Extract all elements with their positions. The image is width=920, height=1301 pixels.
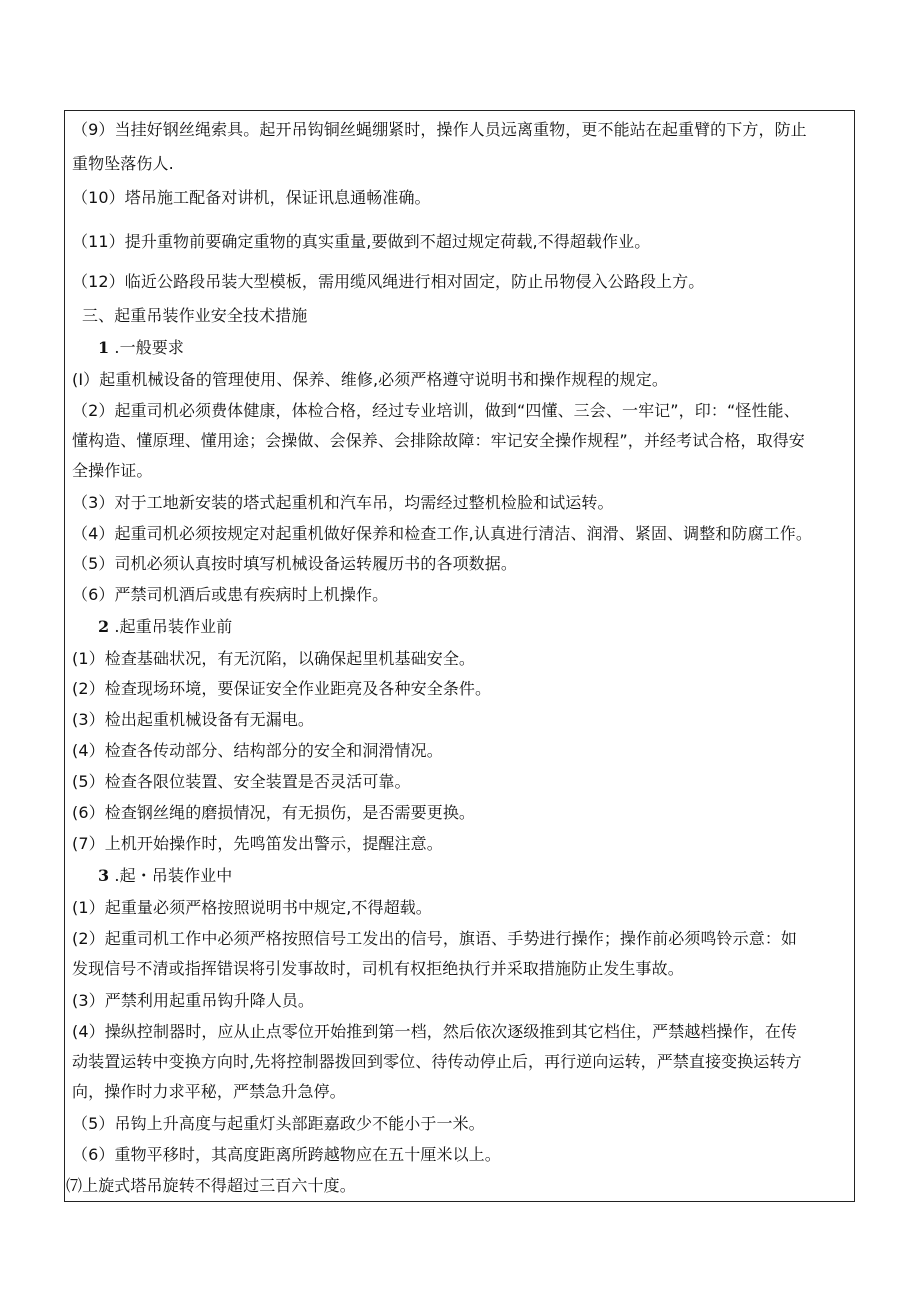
text-line: (7）上机开始操作时，先鸣笛发出警示，提醒注意。 (72, 834, 443, 853)
text-line: (2）检查现场环境，要保证安全作业距亮及各种安全条件。 (72, 679, 492, 698)
text-line: (2）起重司机工作中必须严格按照信号工发出的信号，旗语、手势进行操作；操作前必须鸣铃示意：如 (72, 929, 798, 948)
text-line: (4）操纵控制器时，应从止点零位开始推到第一档，然后依次逐级推到其它档住，严禁越档操作，在传 (72, 1022, 798, 1041)
text-line: 动装置运转中变换方向时,先将控制器拨回到零位、待传动停止后，再行逆向运转，严禁直接变换运转方 (72, 1052, 802, 1071)
subsection-number: 1 (98, 338, 110, 357)
text-line: （12）临近公路段吊装大型模板，需用缆风绳进行相对固定，防止吊物侵入公路段上方。 (72, 272, 705, 291)
text-line: (4）检查各传动部分、结构部分的安全和洞滑情况。 (72, 741, 443, 760)
subsection-number: 2 (98, 617, 110, 636)
text-line: （3）对于工地新安装的塔式起重机和汽车吊，均需经过整机检脸和试运转。 (72, 493, 614, 512)
text-line: 向，操作时力求平秘，严禁急升急停。 (72, 1082, 346, 1101)
text-line: （2）起重司机必须费体健康，体检合格，经过专业培训，做到“四懂、三会、一牢记”，印：“怪性能、 (72, 401, 800, 420)
text-line: （5）吊钩上升高度与起重灯头部距嘉政少不能小于一米。 (72, 1114, 485, 1133)
text-line: (3）检出起重机械设备有无漏电。 (72, 710, 315, 729)
subsection-title: .起重吊装作业前 (114, 617, 233, 636)
text-line: (5）检查各限位装置、安全装置是否灵活可靠。 (72, 772, 411, 791)
subsection-heading (98, 337, 184, 359)
text-line: (1）起重量必须严格按照说明书中规定,不得超载。 (72, 898, 432, 917)
text-line: (I）起重机械设备的管理使用、保养、维修,必须严格遵守说明书和操作规程的规定。 (72, 370, 668, 389)
text-line: (3）严禁利用起重吊钩升降人员。 (72, 991, 315, 1010)
text-line: 重物坠落伤人. (72, 154, 174, 173)
text-line: ⑺上旋式塔吊旋转不得超过三百六十度。 (66, 1176, 356, 1195)
section-heading: 三、起重吊装作业安全技术措施 (82, 306, 308, 325)
text-line: (6）检查钢丝绳的磨损情况，有无损伤，是否需要更换。 (72, 803, 476, 822)
text-line: （9）当挂好钢丝绳索具。起开吊钩铜丝蝇绷紧时，操作人员远离重物，更不能站在起重臂的下方，防止 (72, 120, 807, 139)
text-line: （6）严禁司机酒后或患有疾病时上机操作。 (72, 585, 389, 604)
text-line: 发现信号不清或指挥错误将引发事故时，司机有权拒绝执行并采取措施防止发生事故。 (72, 959, 684, 978)
text-line: （4）起重司机必须按规定对起重机做好保养和检查工作,认真进行清洁、润滑、紧固、调整和防腐工作。 (72, 524, 812, 543)
text-line: （11）提升重物前要确定重物的真实重量,要做到不超过规定荷载,不得超载作业。 (72, 232, 651, 251)
subsection-heading (98, 616, 232, 638)
subsection-heading (98, 865, 232, 887)
text-line: （6）重物平移时，其高度距离所跨越物应在五十厘米以上。 (72, 1145, 501, 1164)
text-line: （5）司机必须认真按时填写机械设备运转履历书的各项数据。 (72, 554, 517, 573)
text-line: 懂构造、懂原理、懂用途；会操做、会保养、会排除故障：牢记安全操作规程”，并经考试合格，取得安 (72, 431, 805, 450)
subsection-title: .一般要求 (114, 338, 185, 357)
text-line: 全操作证。 (72, 461, 153, 480)
subsection-number: 3 (98, 866, 110, 885)
subsection-title: .起・吊装作业中 (114, 866, 233, 885)
text-line: （10）塔吊施工配备对讲机，保证讯息通畅准确。 (72, 188, 431, 207)
text-line: (1）检查基础状况，有无沉陷，以确保起里机基础安全。 (72, 649, 476, 668)
